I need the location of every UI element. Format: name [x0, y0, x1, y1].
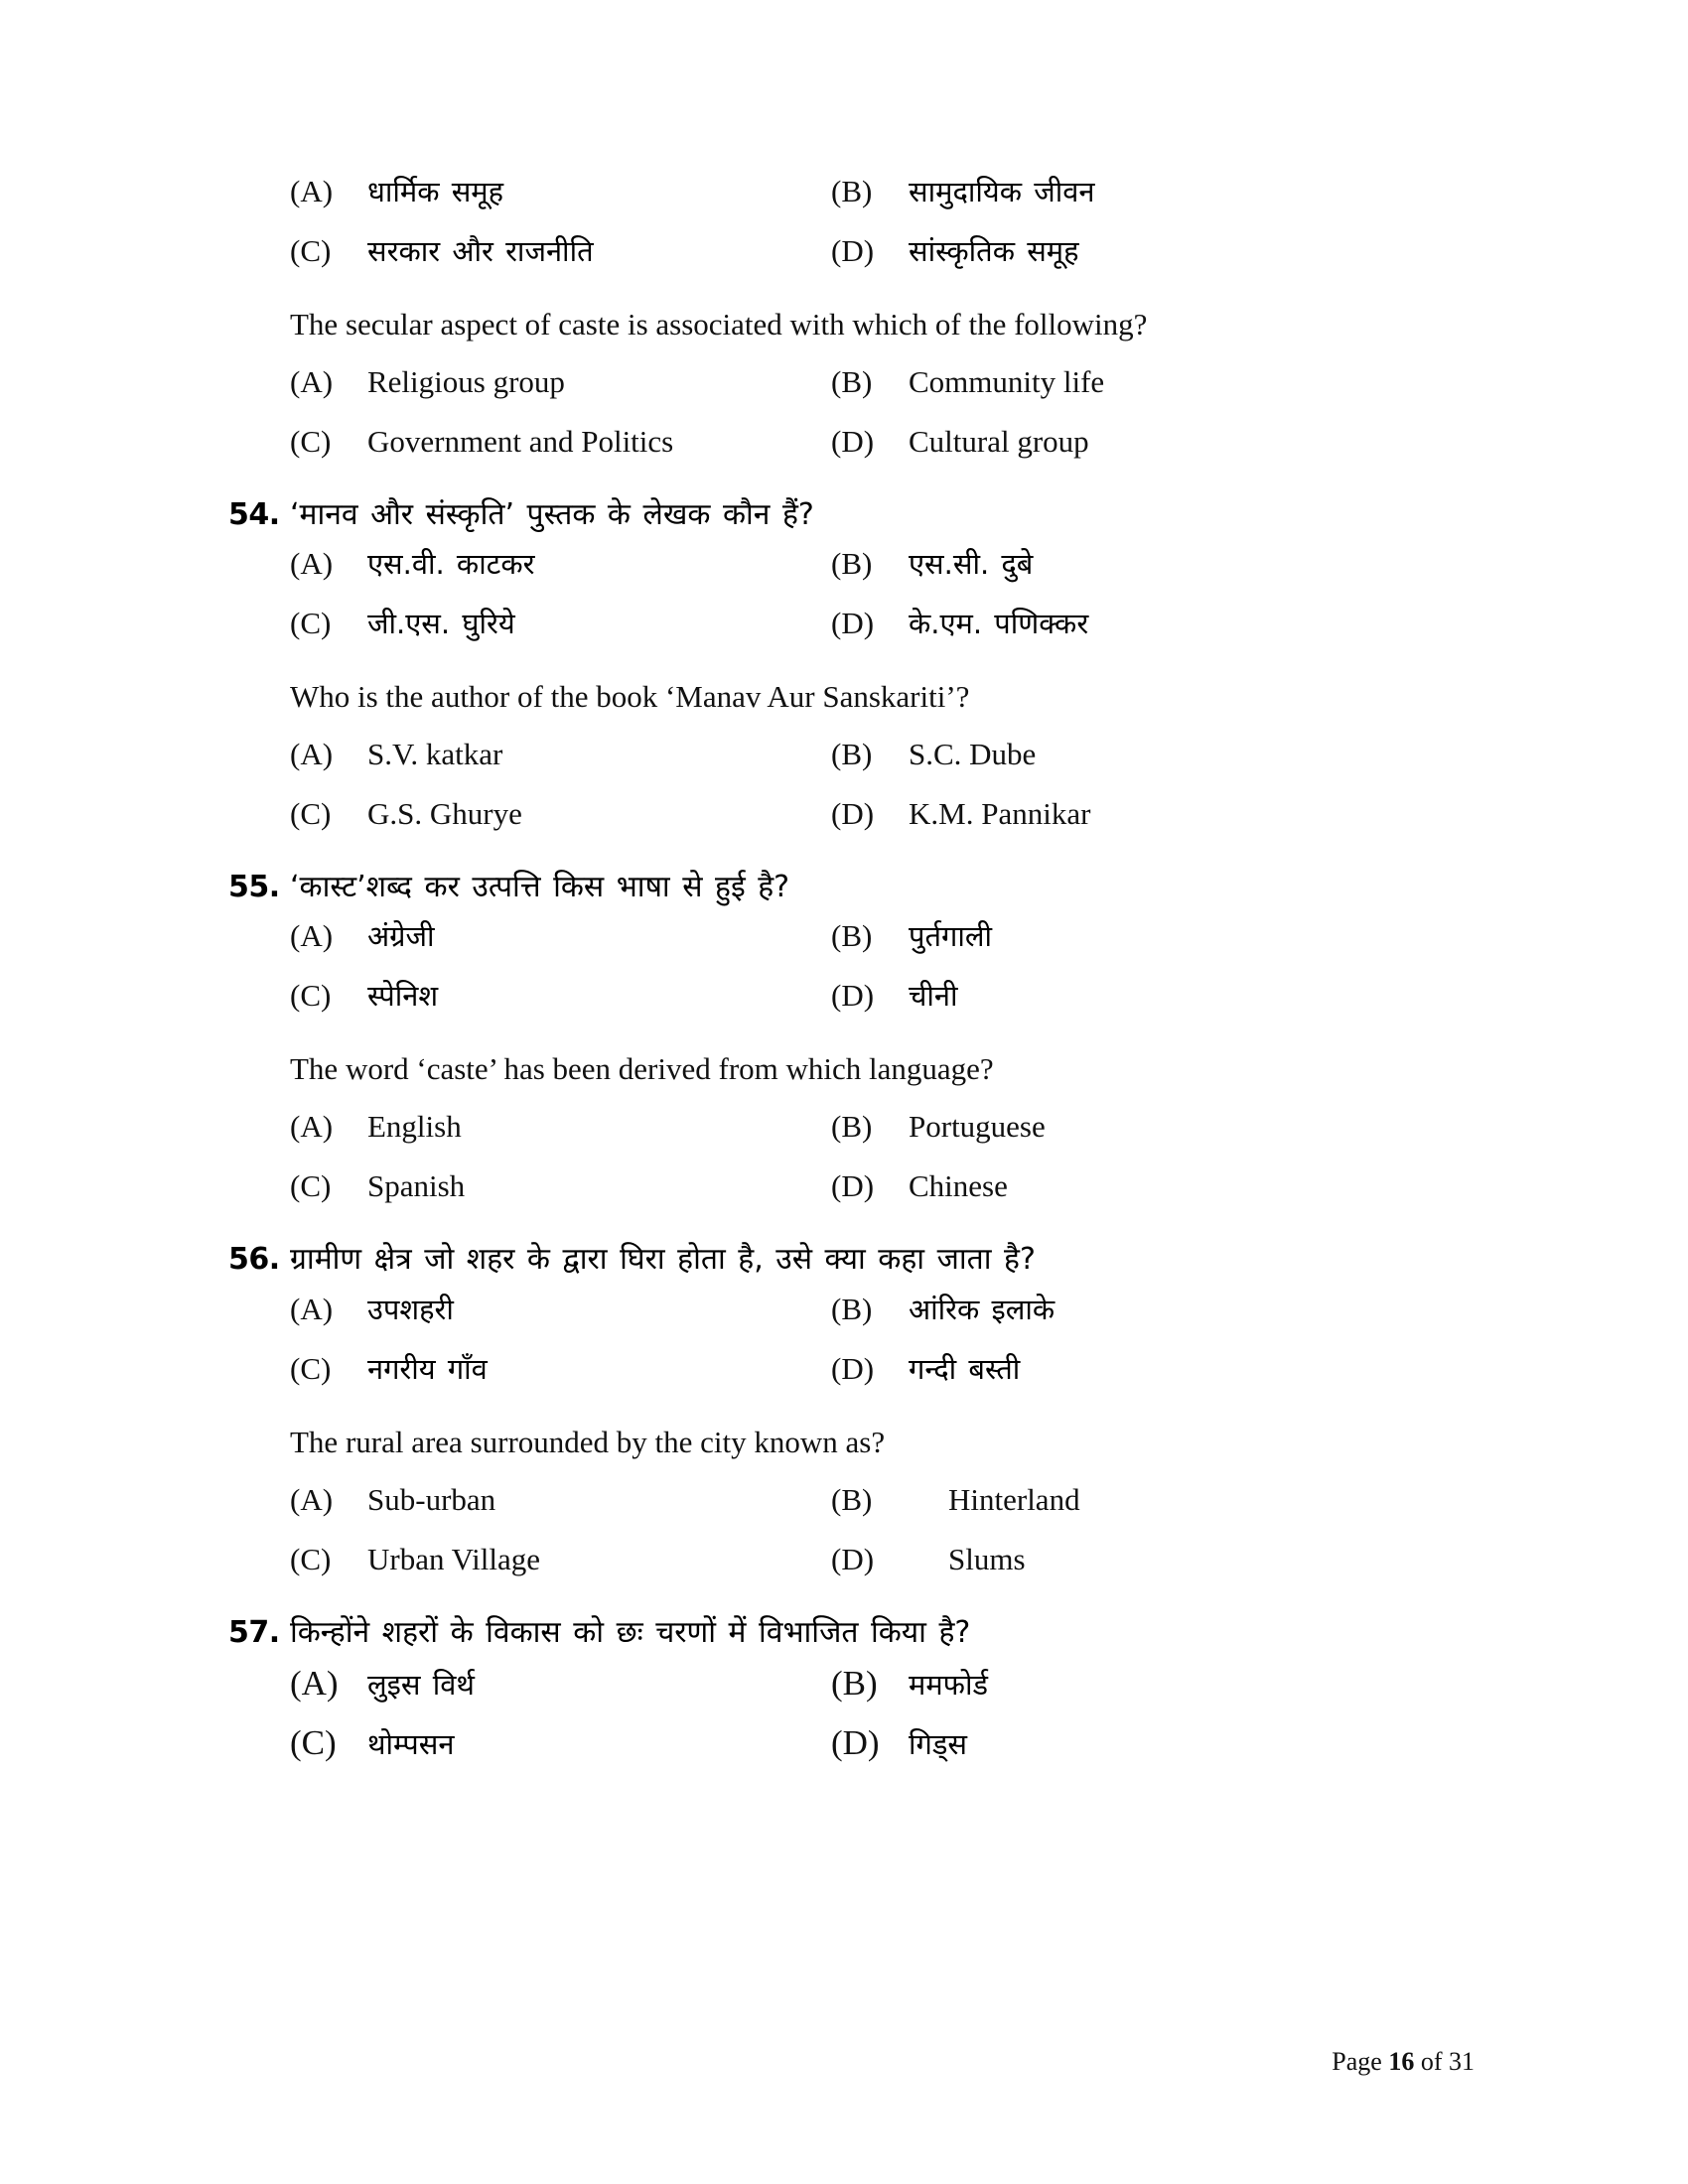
option-key: (A) — [290, 1291, 334, 1326]
question-stem-en-53-row — [228, 304, 1475, 345]
option-c-en-53[interactable] — [290, 417, 831, 477]
option-a-en-53[interactable] — [290, 357, 831, 417]
option-label: सामुदायिक जीवन — [909, 175, 1095, 208]
question-stem-en-56: The rural area surrounded by the city known as? — [290, 1424, 886, 1459]
option-d-hi-57[interactable] — [831, 1718, 1475, 1778]
question-stem-en-56-row — [228, 1422, 1475, 1463]
question-stem-54-row — [228, 494, 1475, 535]
option-label: S.V. katkar — [367, 737, 503, 772]
option-b-hi-54[interactable] — [831, 541, 1475, 601]
option-label: स्पेनिश — [367, 979, 439, 1014]
option-key: (D) — [831, 796, 875, 832]
question-stem-hi-56: ग्रामीण क्षेत्र जो शहर के द्वारा घिरा होता है, उसे क्या कहा जाता है? — [290, 1242, 1036, 1278]
question-stem-en-53: The secular aspect of caste is associated with which of the following? — [290, 307, 1148, 341]
option-label: Hinterland — [948, 1481, 1080, 1517]
option-label: जी.एस. घुरिये — [367, 607, 515, 641]
option-key: (D) — [831, 1350, 875, 1386]
options-hindi-54 — [290, 541, 1475, 660]
question-number-55: 55. — [228, 870, 280, 905]
option-key: (D) — [831, 423, 875, 459]
option-b-hi-57[interactable] — [831, 1659, 1475, 1718]
option-d-hi-55[interactable] — [831, 973, 1475, 1032]
option-label: G.S. Ghurye — [367, 796, 522, 832]
option-label: पुर्तगाली — [909, 919, 993, 954]
option-key: (C) — [290, 796, 332, 832]
option-d-en-53[interactable] — [831, 417, 1475, 477]
option-c-hi-57[interactable] — [290, 1718, 831, 1778]
question-stem-hi-55: ‘कास्ट’शब्द कर उत्पत्ति किस भाषा से हुई है? — [290, 870, 790, 905]
option-b-en-56[interactable] — [831, 1475, 1475, 1535]
question-stem-hi-57: किन्होंने शहरों के विकास को छः चरणों में विभाजित किया है? — [290, 1614, 971, 1650]
option-d-hi-54[interactable] — [831, 601, 1475, 660]
spacer — [228, 1221, 1475, 1239]
option-key: (B) — [831, 1291, 873, 1326]
option-key: (B) — [831, 918, 873, 954]
option-label: एस.सी. दुबे — [909, 547, 1034, 582]
option-label: Sub-urban — [367, 1481, 496, 1517]
option-label: S.C. Dube — [909, 737, 1037, 772]
option-key: (C) — [290, 423, 332, 459]
option-d-en-55[interactable] — [831, 1161, 1475, 1221]
option-a-hi-55[interactable] — [290, 913, 831, 973]
option-key: (C) — [290, 1350, 332, 1386]
option-label: Government and Politics — [367, 423, 674, 459]
options-english-54 — [290, 730, 1475, 849]
option-label: सांस्कृतिक समूह — [909, 234, 1079, 268]
option-a-hi-57[interactable] — [290, 1659, 831, 1718]
options-hindi-53 — [290, 169, 1475, 288]
question-stem-en-54: Who is the author of the book ‘Manav Aur Sanskariti’? — [290, 679, 970, 715]
option-key: (C) — [290, 1541, 332, 1576]
option-c-hi-56[interactable] — [290, 1346, 831, 1406]
option-key: (A) — [290, 1109, 334, 1145]
options-english-53 — [290, 357, 1475, 477]
question-number-56: 56. — [228, 1242, 280, 1278]
option-key: (A) — [290, 1481, 334, 1517]
option-label: गिड्स — [909, 1726, 967, 1761]
footer-total-pages: 31 — [1449, 2047, 1475, 2076]
footer-page-label: Page — [1332, 2047, 1382, 2076]
option-a-en-56[interactable] — [290, 1475, 831, 1535]
option-key: (B) — [831, 737, 873, 772]
page-footer — [1332, 2047, 1475, 2077]
option-key: (B) — [831, 546, 873, 582]
option-b-hi-55[interactable] — [831, 913, 1475, 973]
option-b-en-54[interactable] — [831, 730, 1475, 789]
option-label: Slums — [948, 1541, 1026, 1576]
option-d-en-56[interactable] — [831, 1535, 1475, 1594]
option-label: नगरीय गाँव — [367, 1351, 488, 1386]
option-a-hi-56[interactable] — [290, 1287, 831, 1346]
question-number-54: 54. — [228, 496, 280, 532]
option-d-hi-56[interactable] — [831, 1346, 1475, 1406]
option-key: (A) — [290, 1663, 339, 1703]
option-key: (D) — [831, 233, 875, 268]
question-number-57: 57. — [228, 1614, 280, 1650]
question-stem-en-55-row — [228, 1048, 1475, 1090]
option-a-en-55[interactable] — [290, 1102, 831, 1161]
option-label: ममफोर्ड — [909, 1667, 989, 1702]
option-b-hi-56[interactable] — [831, 1287, 1475, 1346]
option-key: (D) — [831, 1168, 875, 1204]
option-a-en-54[interactable] — [290, 730, 831, 789]
option-label: English — [367, 1109, 462, 1145]
option-label: लुइस विर्थ — [367, 1667, 475, 1702]
option-label: Spanish — [367, 1168, 466, 1204]
footer-of-label: of — [1420, 2047, 1443, 2076]
option-key: (B) — [831, 1663, 878, 1703]
option-key: (A) — [290, 363, 334, 399]
option-key: (C) — [290, 1722, 337, 1762]
option-label: गन्दी बस्ती — [909, 1351, 1021, 1386]
option-label: अंग्रेजी — [367, 919, 435, 954]
option-label: Community life — [909, 363, 1105, 399]
option-key: (D) — [831, 1722, 880, 1762]
option-c-en-54[interactable] — [290, 789, 831, 849]
option-key: (B) — [831, 1481, 873, 1517]
question-stem-56-row — [228, 1239, 1475, 1280]
option-label: चीनी — [909, 979, 958, 1014]
question-block-55 — [228, 867, 1475, 1221]
option-label: Religious group — [367, 363, 565, 399]
option-key: (C) — [290, 606, 332, 641]
option-label: Chinese — [909, 1168, 1008, 1204]
option-label: Portuguese — [909, 1109, 1046, 1145]
option-c-en-56[interactable] — [290, 1535, 831, 1594]
option-c-hi-53[interactable] — [290, 228, 831, 288]
question-stem-55-row — [228, 867, 1475, 907]
option-label: थोम्पसन — [367, 1726, 455, 1761]
option-label: उपशहरी — [367, 1292, 454, 1326]
spacer — [228, 477, 1475, 494]
option-label: एस.वी. काटकर — [367, 547, 535, 582]
option-a-hi-54[interactable] — [290, 541, 831, 601]
option-key: (B) — [831, 363, 873, 399]
option-key: (A) — [290, 918, 334, 954]
question-stem-hi-54: ‘मानव और संस्कृति’ पुस्तक के लेखक कौन हैं? — [290, 496, 814, 532]
footer-current-page: 16 — [1388, 2047, 1415, 2076]
option-label: Cultural group — [909, 423, 1089, 459]
options-hindi-56 — [290, 1287, 1475, 1406]
option-key: (D) — [831, 1541, 875, 1576]
option-label: Urban Village — [367, 1541, 541, 1576]
option-key: (A) — [290, 737, 334, 772]
options-hindi-55 — [290, 913, 1475, 1032]
option-c-hi-54[interactable] — [290, 601, 831, 660]
option-label: के.एम. पणिक्कर — [909, 607, 1089, 641]
option-b-en-53[interactable] — [831, 357, 1475, 417]
option-b-en-55[interactable] — [831, 1102, 1475, 1161]
option-label: आंरिक इलाके — [909, 1292, 1055, 1326]
option-key: (D) — [831, 978, 875, 1014]
option-key: (B) — [831, 1109, 873, 1145]
option-key: (A) — [290, 174, 334, 208]
option-d-en-54[interactable] — [831, 789, 1475, 849]
question-stem-57-row — [228, 1612, 1475, 1653]
option-label: धार्मिक समूह — [367, 175, 504, 208]
option-key: (B) — [831, 174, 873, 208]
options-english-55 — [290, 1102, 1475, 1221]
option-label: सरकार और राजनीति — [367, 234, 594, 268]
options-english-56 — [290, 1475, 1475, 1594]
question-block-57 — [228, 1612, 1475, 1778]
option-a-hi-53[interactable] — [290, 169, 831, 228]
option-key: (C) — [290, 233, 332, 268]
spacer — [228, 1594, 1475, 1612]
question-block-56 — [228, 1239, 1475, 1593]
option-c-en-55[interactable] — [290, 1161, 831, 1221]
question-block-54 — [228, 494, 1475, 849]
option-b-hi-53[interactable] — [831, 169, 1475, 228]
option-key: (C) — [290, 1168, 332, 1204]
question-stem-en-54-row — [228, 676, 1475, 718]
option-d-hi-53[interactable] — [831, 228, 1475, 288]
option-key: (A) — [290, 546, 334, 582]
option-c-hi-55[interactable] — [290, 973, 831, 1032]
question-stem-en-55: The word ‘caste’ has been derived from which language? — [290, 1051, 994, 1087]
option-key: (D) — [831, 606, 875, 641]
option-key: (C) — [290, 978, 332, 1014]
option-label: K.M. Pannikar — [909, 796, 1091, 832]
question-block-53-continued — [228, 169, 1475, 477]
options-hindi-57 — [290, 1659, 1475, 1778]
spacer — [228, 849, 1475, 867]
